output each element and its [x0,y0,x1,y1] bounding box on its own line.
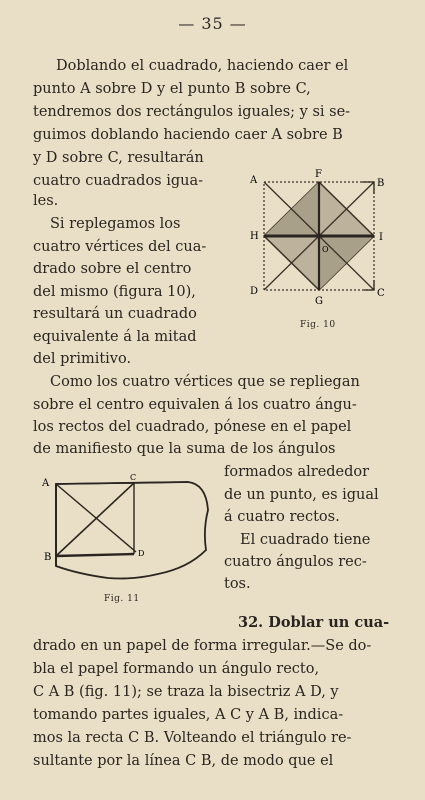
figure-10-caption: Fig. 10 [300,320,336,330]
text-line-1: Doblando el cuadrado, haciendo caer el [56,58,349,74]
text-line-22: El cuadrado tiene [240,532,371,548]
text-line-27: bla el papel formando un ángulo recto, [33,661,320,677]
fig10-label-g: G [315,296,323,307]
text-line-7: les. [33,193,59,209]
fig11-label-a: A [42,478,50,489]
fig11-label-d: D [138,549,145,558]
fig10-label-b: B [377,178,385,189]
text-line-3: tendremos dos rectángulos iguales; y si se- [33,104,351,120]
text-line-26: drado en un papel de forma irregular.—Se do- [33,638,372,654]
text-line-31: sultante por la línea C B, de modo que el [33,753,334,769]
text-line-24: tos. [224,576,251,592]
text-line-2: punto A sobre D y el punto B sobre C, [33,81,311,97]
fig10-label-f: F [315,169,322,180]
text-line-12: resultará un cuadrado [33,306,197,322]
fig10-label-c: C [377,288,385,299]
page-number: — 35 — [178,14,247,33]
text-line-13: equivalente á la mitad [33,329,197,345]
fig10-label-o: O [322,245,329,254]
text-line-19: formados alrededor [224,464,370,480]
text-line-16: sobre el centro equivalen á los cuatro ángu- [33,397,357,413]
text-line-23: cuatro ángulos rec- [224,554,367,570]
text-line-6: cuatro cuadrados igua- [33,173,204,189]
figure-10 [244,166,394,316]
text-line-5: y D sobre C, resultarán [33,150,204,166]
fig10-label-a: A [250,175,258,186]
text-line-29: tomando partes iguales, A C y A B, indica- [33,707,344,723]
text-line-21: á cuatro rectos. [224,509,340,525]
fig10-label-d: D [250,286,259,297]
text-line-30: mos la recta C B. Volteando el triángulo re- [33,730,352,746]
fig11-label-b: B [44,552,52,563]
figure-11-caption: Fig. 11 [104,594,140,604]
fig11-label-c: C [130,473,137,482]
fig10-label-h: H [250,231,259,242]
text-line-15: Como los cuatro vértices que se repliegan [50,374,360,390]
figure-11-diagram [38,470,218,590]
text-line-25: 32. Doblar un cua- [238,614,390,631]
text-line-4: guimos doblando haciendo caer A sobre B [33,127,343,143]
text-line-8: Si replegamos los [50,216,181,232]
text-line-18: de manifiesto que la suma de los ángulos [33,441,336,457]
text-line-11: del mismo (figura 10), [33,284,196,300]
text-line-10: drado sobre el centro [33,261,192,277]
text-line-9: cuatro vértices del cua- [33,239,207,255]
text-line-17: los rectos del cuadrado, pónese en el papel [33,419,352,435]
fig10-label-i: I [379,232,383,243]
figure-10-diagram [244,166,394,316]
figure-11 [38,470,218,590]
text-line-28: C A B (fig. 11); se traza la bisectriz A D, y [33,684,339,700]
text-line-20: de un punto, es igual [224,487,379,503]
text-line-14: del primitivo. [33,351,132,367]
